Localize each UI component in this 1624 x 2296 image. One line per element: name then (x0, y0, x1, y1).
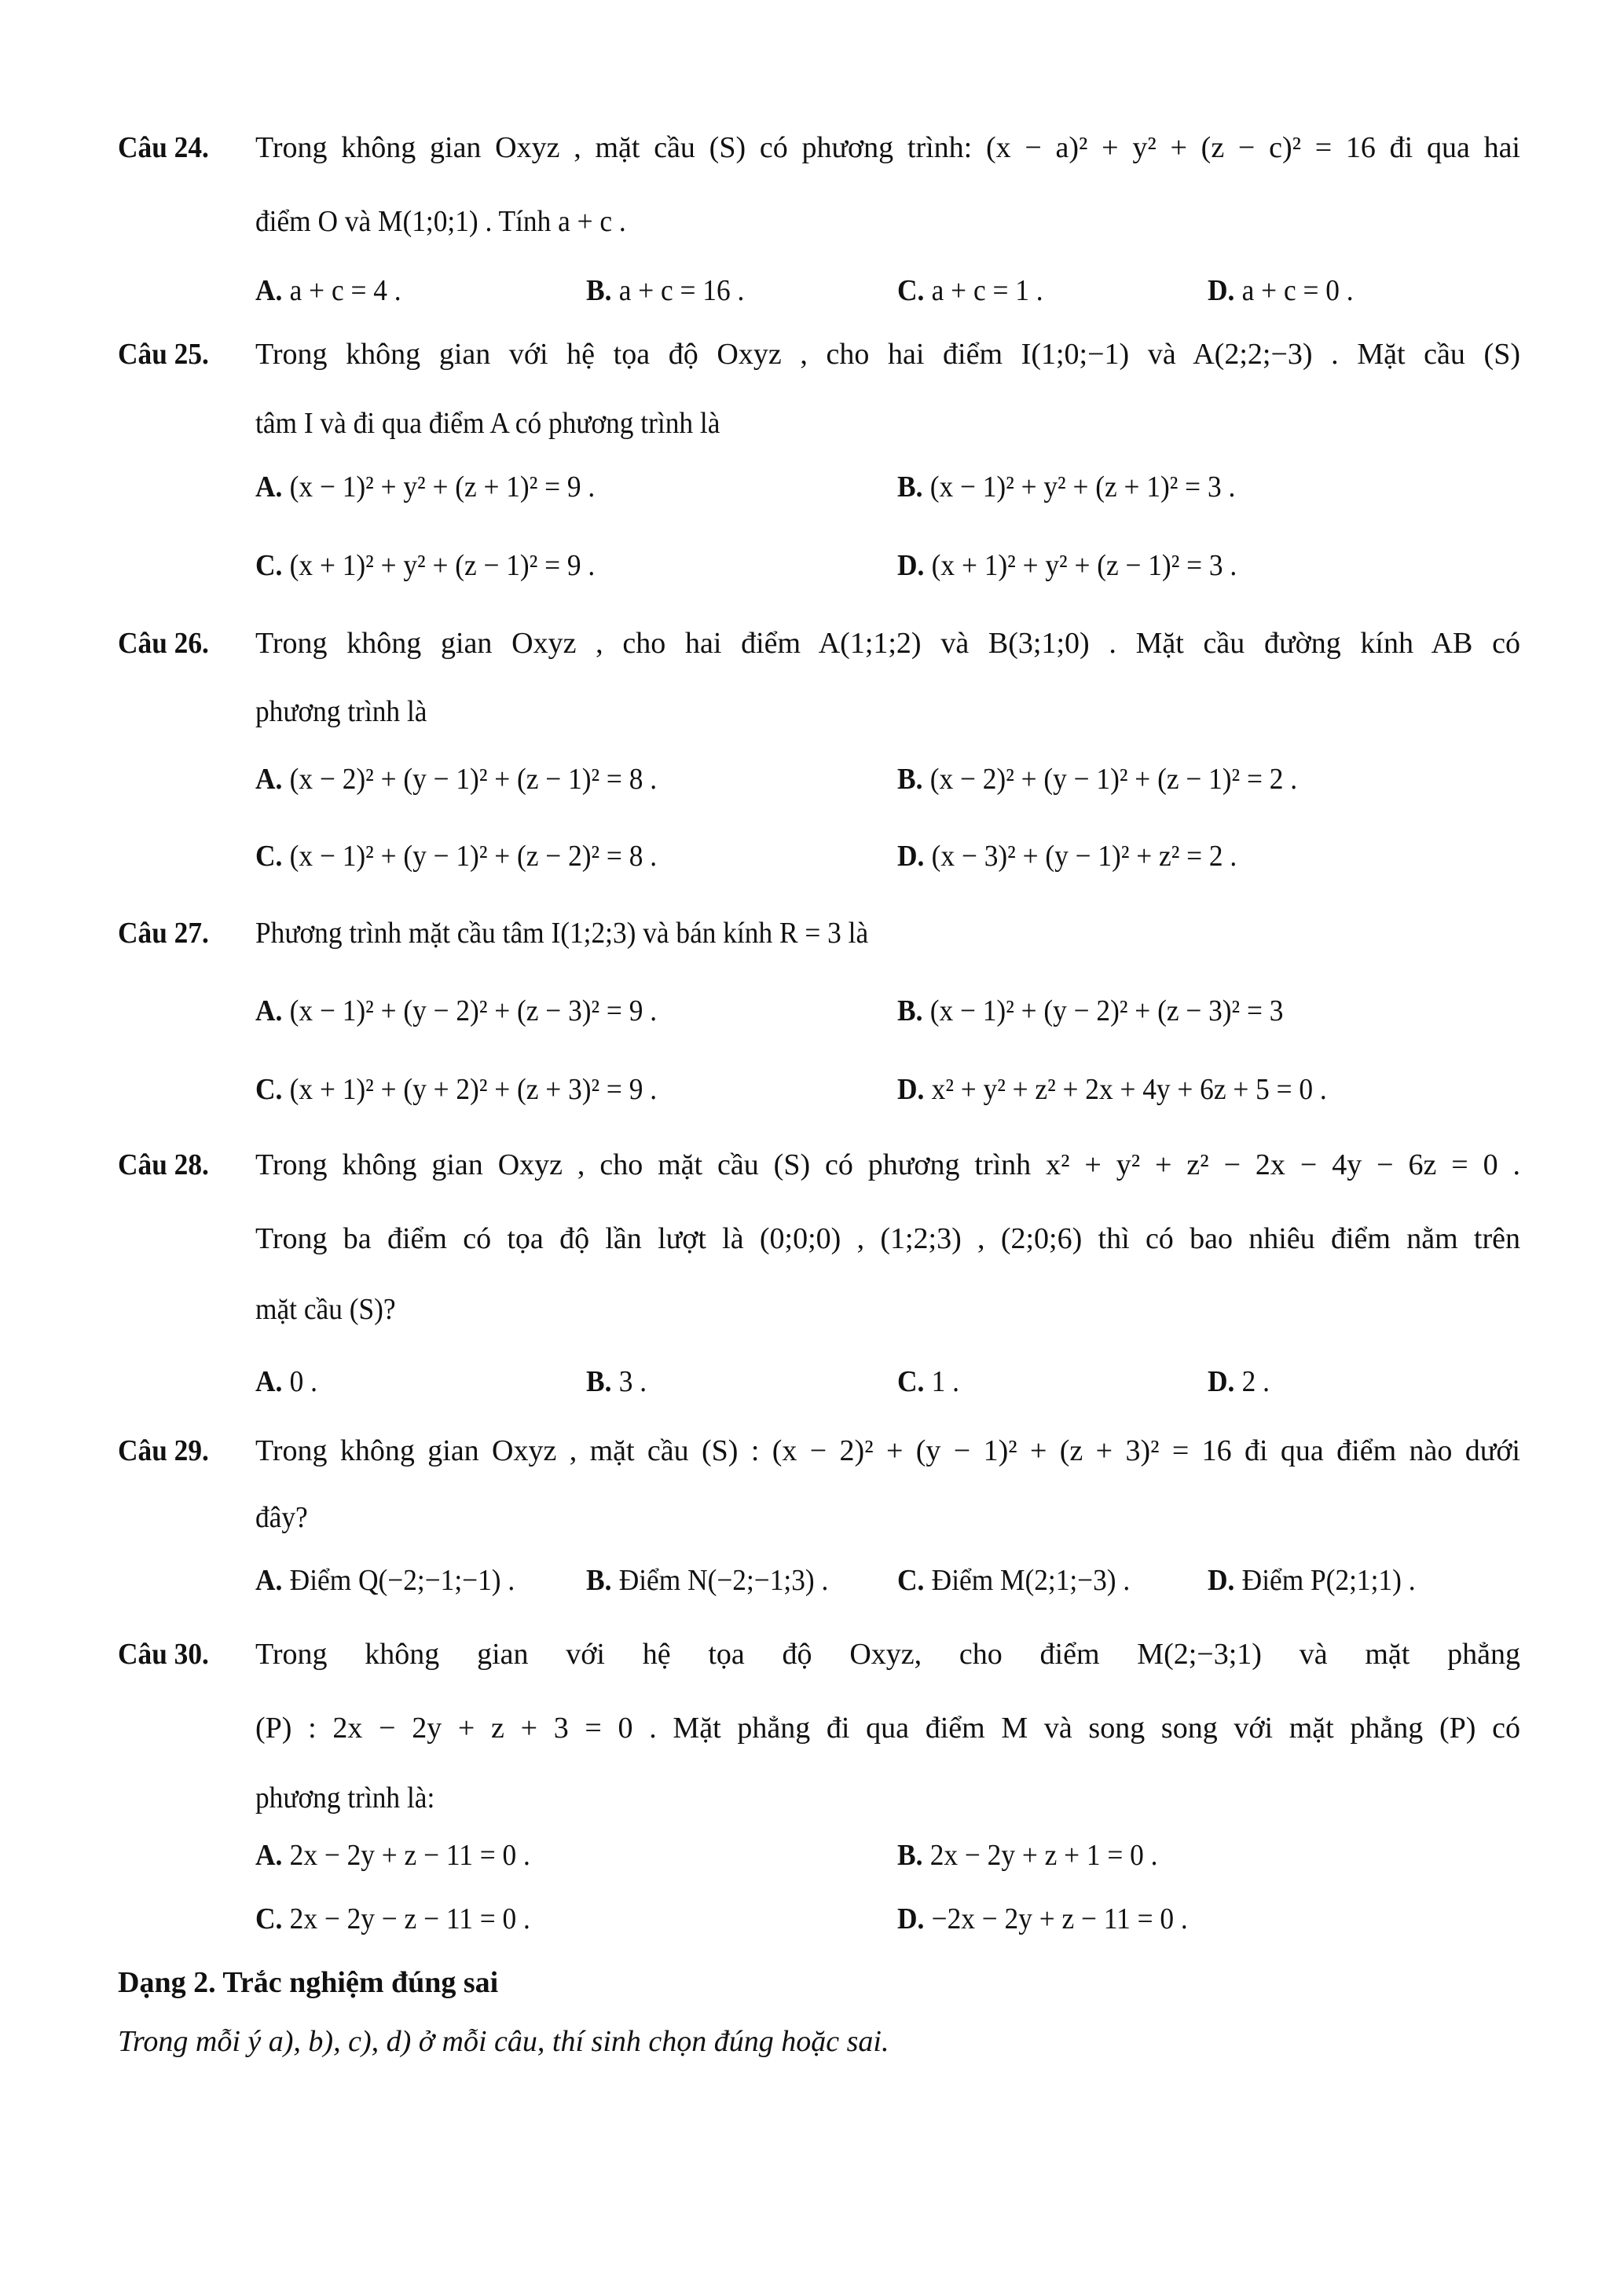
question-text: Phương trình mặt cầu tâm I(1;2;3) và bán kính R = 3 là (255, 917, 869, 950)
answer-option (1208, 1364, 1270, 1400)
option-text: Điểm Q(−2;−1;−1) . (289, 1564, 515, 1597)
option-letter: C. (897, 1365, 925, 1398)
option-text: a + c = 16 . (618, 274, 745, 307)
answer-option (897, 547, 1237, 584)
option-text: (x − 2)² + (y − 1)² + (z − 1)² = 8 . (289, 763, 658, 796)
question-text: Trong không gian Oxyz , mặt cầu (S) : (x − 2)² + (y − 1)² + (z + 3)² = 16 đi qua điểm nào dưới (255, 1434, 1520, 1467)
option-text: a + c = 4 . (289, 274, 401, 307)
option-text: (x + 1)² + y² + (z − 1)² = 9 . (289, 549, 596, 582)
option-letter: A. (255, 1365, 283, 1398)
option-letter: C. (255, 1073, 283, 1106)
answer-option (1208, 273, 1354, 309)
option-text: 2x − 2y − z − 11 = 0 . (289, 1902, 530, 1935)
option-text: 0 . (289, 1365, 318, 1398)
answer-option (1208, 1562, 1416, 1598)
option-letter: B. (586, 1365, 612, 1398)
option-text: (x − 1)² + (y − 2)² + (z − 3)² = 3 (929, 994, 1284, 1027)
option-letter: B. (586, 1564, 612, 1597)
answer-option (255, 1901, 530, 1937)
option-text: 1 . (931, 1365, 960, 1398)
answer-option (897, 1364, 959, 1400)
option-text: 2 . (1241, 1365, 1270, 1398)
option-letter: D. (1208, 1365, 1235, 1398)
question-text: Trong không gian Oxyz , mặt cầu (S) có phương trình: (x − a)² + y² + (z − c)² = 16 đi qua hai (255, 131, 1520, 164)
option-text: (x − 1)² + y² + (z + 1)² = 9 . (289, 471, 596, 504)
question-label: Câu 29. (118, 1434, 209, 1467)
option-letter: B. (897, 471, 923, 504)
option-letter: A. (255, 1839, 283, 1872)
question-label: Câu 27. (118, 917, 209, 950)
question-text: mặt cầu (S)? (255, 1293, 396, 1326)
option-text: (x − 1)² + (y − 1)² + (z − 2)² = 8 . (289, 840, 658, 873)
question-label: Câu 26. (118, 627, 209, 660)
option-text: Điểm P(2;1;1) . (1241, 1564, 1416, 1597)
question-label: Câu 25. (118, 338, 209, 371)
answer-option (255, 1562, 515, 1598)
answer-option (255, 838, 657, 874)
option-letter: B. (897, 1839, 923, 1872)
option-letter: A. (255, 274, 283, 307)
option-text: (x − 3)² + (y − 1)² + z² = 2 . (931, 840, 1237, 873)
question-label: Câu 24. (118, 131, 209, 164)
option-letter: B. (897, 763, 923, 796)
option-letter: B. (897, 994, 923, 1027)
option-letter: C. (255, 840, 283, 873)
option-text: 2x − 2y + z − 11 = 0 . (289, 1839, 530, 1872)
question-text: (P) : 2x − 2y + z + 3 = 0 . Mặt phẳng đi qua điểm M và song song với mặt phẳng (P) có (255, 1712, 1520, 1745)
option-letter: C. (255, 1902, 283, 1935)
option-letter: A. (255, 1564, 283, 1597)
answer-option (255, 273, 401, 309)
question-text: đây? (255, 1501, 308, 1534)
answer-option (255, 1364, 317, 1400)
question-text: Trong ba điểm có tọa độ lần lượt là (0;0;0) , (1;2;3) , (2;0;6) thì có bao nhiêu điểm nằm trên (255, 1222, 1520, 1255)
option-letter: C. (897, 274, 925, 307)
question-label: Câu 30. (118, 1638, 209, 1671)
question-text: phương trình là: (255, 1782, 435, 1814)
answer-option (897, 1837, 1158, 1873)
section-title: Dạng 2. Trắc nghiệm đúng sai (118, 1966, 499, 1999)
option-text: Điểm M(2;1;−3) . (931, 1564, 1131, 1597)
option-letter: D. (1208, 274, 1235, 307)
option-letter: B. (586, 274, 612, 307)
option-letter: D. (897, 1073, 925, 1106)
question-label: Câu 28. (118, 1148, 209, 1181)
option-letter: D. (897, 549, 925, 582)
option-text: (x + 1)² + (y + 2)² + (z + 3)² = 9 . (289, 1073, 658, 1106)
question-text: tâm I và đi qua điểm A có phương trình là (255, 407, 720, 440)
question-text: phương trình là (255, 695, 427, 728)
answer-option (897, 273, 1043, 309)
answer-option (586, 1364, 647, 1400)
answer-option (897, 993, 1283, 1029)
option-text: a + c = 1 . (931, 274, 1043, 307)
answer-option (897, 761, 1297, 797)
option-letter: A. (255, 471, 283, 504)
option-letter: C. (897, 1564, 925, 1597)
option-letter: A. (255, 763, 283, 796)
option-text: (x − 1)² + y² + (z + 1)² = 3 . (929, 471, 1236, 504)
answer-option (897, 1901, 1188, 1937)
section-instruction: Trong mỗi ý a), b), c), d) ở mỗi câu, thí sinh chọn đúng hoặc sai. (118, 2025, 889, 2058)
option-text: (x − 2)² + (y − 1)² + (z − 1)² = 2 . (929, 763, 1298, 796)
answer-option (255, 993, 657, 1029)
answer-option (586, 1562, 828, 1598)
option-text: 3 . (618, 1365, 647, 1398)
option-text: −2x − 2y + z − 11 = 0 . (931, 1902, 1188, 1935)
answer-option (255, 761, 657, 797)
option-letter: C. (255, 549, 283, 582)
answer-option (255, 469, 595, 505)
option-letter: D. (897, 840, 925, 873)
option-text: 2x − 2y + z + 1 = 0 . (929, 1839, 1158, 1872)
question-text: điểm O và M(1;0;1) . Tính a + c . (255, 205, 626, 238)
answer-option (897, 838, 1237, 874)
answer-option (897, 1071, 1327, 1108)
option-text: a + c = 0 . (1241, 274, 1354, 307)
answer-option (897, 469, 1235, 505)
option-text: Điểm N(−2;−1;3) . (618, 1564, 829, 1597)
answer-option (897, 1562, 1130, 1598)
question-text: Trong không gian Oxyz , cho hai điểm A(1;1;2) và B(3;1;0) . Mặt cầu đường kính AB có (255, 627, 1520, 660)
question-text: Trong không gian với hệ tọa độ Oxyz , cho hai điểm I(1;0;−1) và A(2;2;−3) . Mặt cầu (S) (255, 338, 1520, 371)
option-letter: D. (1208, 1564, 1235, 1597)
option-text: (x − 1)² + (y − 2)² + (z − 3)² = 9 . (289, 994, 658, 1027)
answer-option (586, 273, 744, 309)
option-letter: D. (897, 1902, 925, 1935)
question-text: Trong không gian với hệ tọa độ Oxyz, cho điểm M(2;−3;1) và mặt phẳng (255, 1638, 1520, 1671)
option-letter: A. (255, 994, 283, 1027)
answer-option (255, 547, 595, 584)
option-text: x² + y² + z² + 2x + 4y + 6z + 5 = 0 . (931, 1073, 1327, 1106)
question-text: Trong không gian Oxyz , cho mặt cầu (S) có phương trình x² + y² + z² − 2x − 4y − 6z = 0 . (255, 1148, 1520, 1181)
answer-option (255, 1071, 657, 1108)
answer-option (255, 1837, 530, 1873)
option-text: (x + 1)² + y² + (z − 1)² = 3 . (931, 549, 1237, 582)
